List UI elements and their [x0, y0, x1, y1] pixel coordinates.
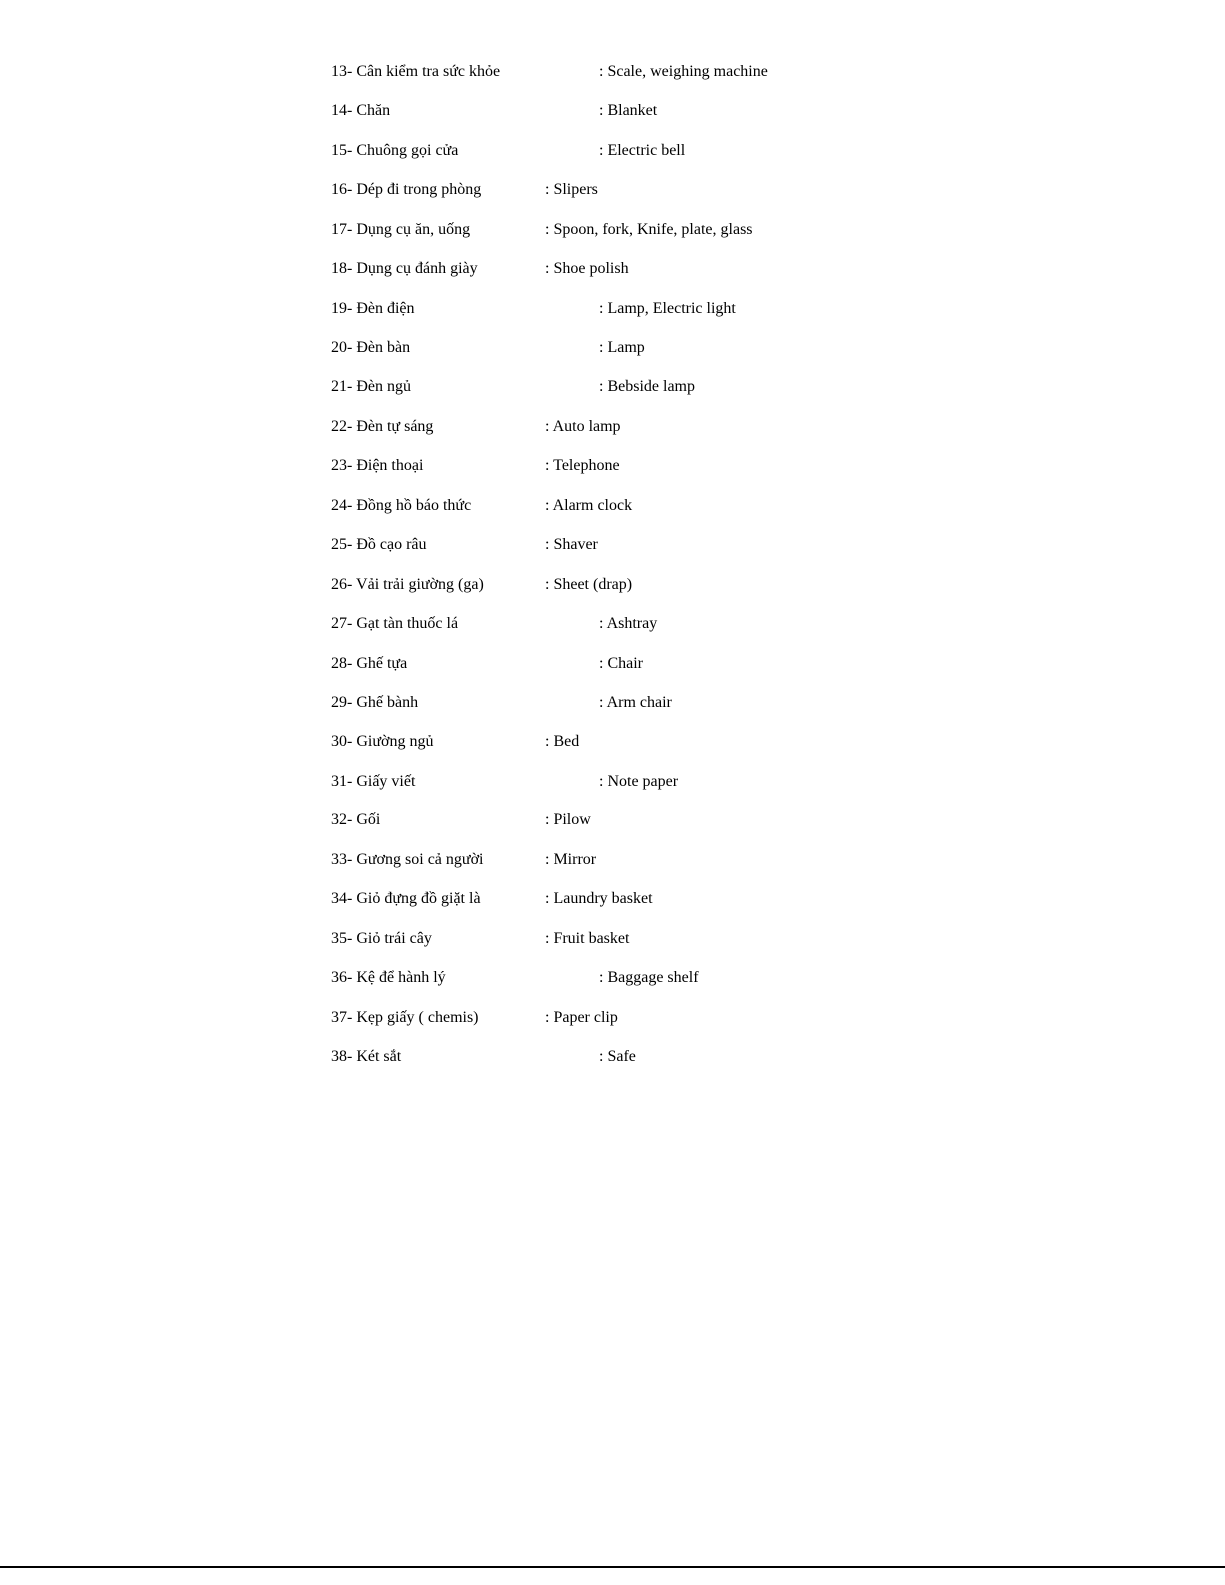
- entry-term: 14- Chăn: [331, 102, 391, 119]
- list-item: [331, 494, 931, 518]
- entry-term: 25- Đồ cạo râu: [331, 536, 427, 553]
- entry-term: 21- Đèn ngủ: [331, 378, 411, 395]
- list-item: [331, 178, 931, 202]
- list-item: [331, 652, 931, 676]
- entry-term: 20- Đèn bàn: [331, 339, 411, 356]
- entry-term: 34- Giỏ đựng đồ giặt là: [331, 890, 481, 907]
- entry-term: 26- Vải trải giường (ga): [331, 576, 484, 593]
- entry-meaning: : Electric bell: [599, 142, 686, 159]
- entry-term: 30- Giường ngủ: [331, 733, 434, 750]
- entry-meaning: : Slipers: [545, 181, 598, 198]
- entry-term: 27- Gạt tàn thuốc lá: [331, 615, 459, 632]
- list-item: [331, 808, 931, 832]
- entry-term: 17- Dụng cụ ăn, uống: [331, 221, 471, 238]
- entry-term: 19- Đèn điện: [331, 300, 415, 317]
- entry-meaning: : Bebside lamp: [599, 378, 695, 395]
- list-item: [331, 415, 931, 439]
- list-item: [331, 573, 931, 597]
- entry-meaning: : Pilow: [545, 811, 591, 828]
- entry-meaning: : Fruit basket: [545, 930, 630, 947]
- list-item: [331, 533, 931, 557]
- list-item: [331, 1006, 931, 1030]
- entry-meaning: : Scale, weighing machine: [599, 63, 768, 80]
- entry-term: 28- Ghế tựa: [331, 655, 408, 672]
- list-item: [331, 218, 931, 242]
- entry-term: 38- Két sắt: [331, 1048, 402, 1065]
- list-item: [331, 60, 931, 84]
- entry-meaning: : Arm chair: [599, 694, 672, 711]
- entry-term: 29- Ghế bành: [331, 694, 419, 711]
- list-item: [331, 139, 931, 163]
- entry-term: 18- Dụng cụ đánh giày: [331, 260, 478, 277]
- entry-term: 32- Gối: [331, 811, 381, 828]
- list-item: [331, 257, 931, 281]
- entry-meaning: : Alarm clock: [545, 497, 633, 514]
- entry-meaning: : Shoe polish: [545, 260, 629, 277]
- entry-term: 36- Kệ để hành lý: [331, 969, 446, 986]
- list-item: [331, 691, 931, 715]
- list-item: [331, 770, 931, 794]
- entry-meaning: : Laundry basket: [545, 890, 653, 907]
- entry-meaning: : Lamp, Electric light: [599, 300, 736, 317]
- entry-term: 23- Điện thoại: [331, 457, 424, 474]
- entry-meaning: : Bed: [545, 733, 580, 750]
- entry-meaning: : Telephone: [545, 457, 620, 474]
- list-item: [331, 297, 931, 321]
- entry-term: 16- Dép đi trong phòng: [331, 181, 482, 198]
- entry-meaning: : Auto lamp: [545, 418, 621, 435]
- list-item: [331, 612, 931, 636]
- entry-term: 15- Chuông gọi cửa: [331, 142, 459, 159]
- list-item: [331, 375, 931, 399]
- list-item: [331, 927, 931, 951]
- list-item: [331, 336, 931, 360]
- entry-meaning: : Blanket: [599, 102, 658, 119]
- list-item: [331, 454, 931, 478]
- entry-meaning: : Baggage shelf: [599, 969, 699, 986]
- entry-meaning: : Mirror: [545, 851, 597, 868]
- entry-meaning: : Ashtray: [599, 615, 658, 632]
- entry-meaning: : Note paper: [599, 773, 679, 790]
- page-bottom-rule: [0, 1566, 1225, 1568]
- entry-meaning: : Chair: [599, 655, 643, 672]
- entry-meaning: : Shaver: [545, 536, 598, 553]
- entry-meaning: : Paper clip: [545, 1009, 618, 1026]
- entry-term: 22- Đèn tự sáng: [331, 418, 434, 435]
- entry-term: 31- Giấy viết: [331, 773, 416, 790]
- list-item: [331, 966, 931, 990]
- list-item: [331, 848, 931, 872]
- entry-term: 35- Giỏ trái cây: [331, 930, 432, 947]
- entry-meaning: : Spoon, fork, Knife, plate, glass: [545, 221, 753, 238]
- entry-meaning: : Safe: [599, 1048, 636, 1065]
- entry-term: 13- Cân kiểm tra sức khỏe: [331, 63, 501, 80]
- list-item: [331, 99, 931, 123]
- entry-term: 33- Gương soi cả người: [331, 851, 484, 868]
- entry-meaning: : Sheet (drap): [545, 576, 633, 593]
- entry-term: 24- Đồng hồ báo thức: [331, 497, 472, 514]
- list-item: [331, 887, 931, 911]
- list-item: [331, 1045, 931, 1069]
- entry-term: 37- Kẹp giấy ( chemis): [331, 1009, 479, 1026]
- list-item: [331, 730, 931, 754]
- entry-meaning: : Lamp: [599, 339, 645, 356]
